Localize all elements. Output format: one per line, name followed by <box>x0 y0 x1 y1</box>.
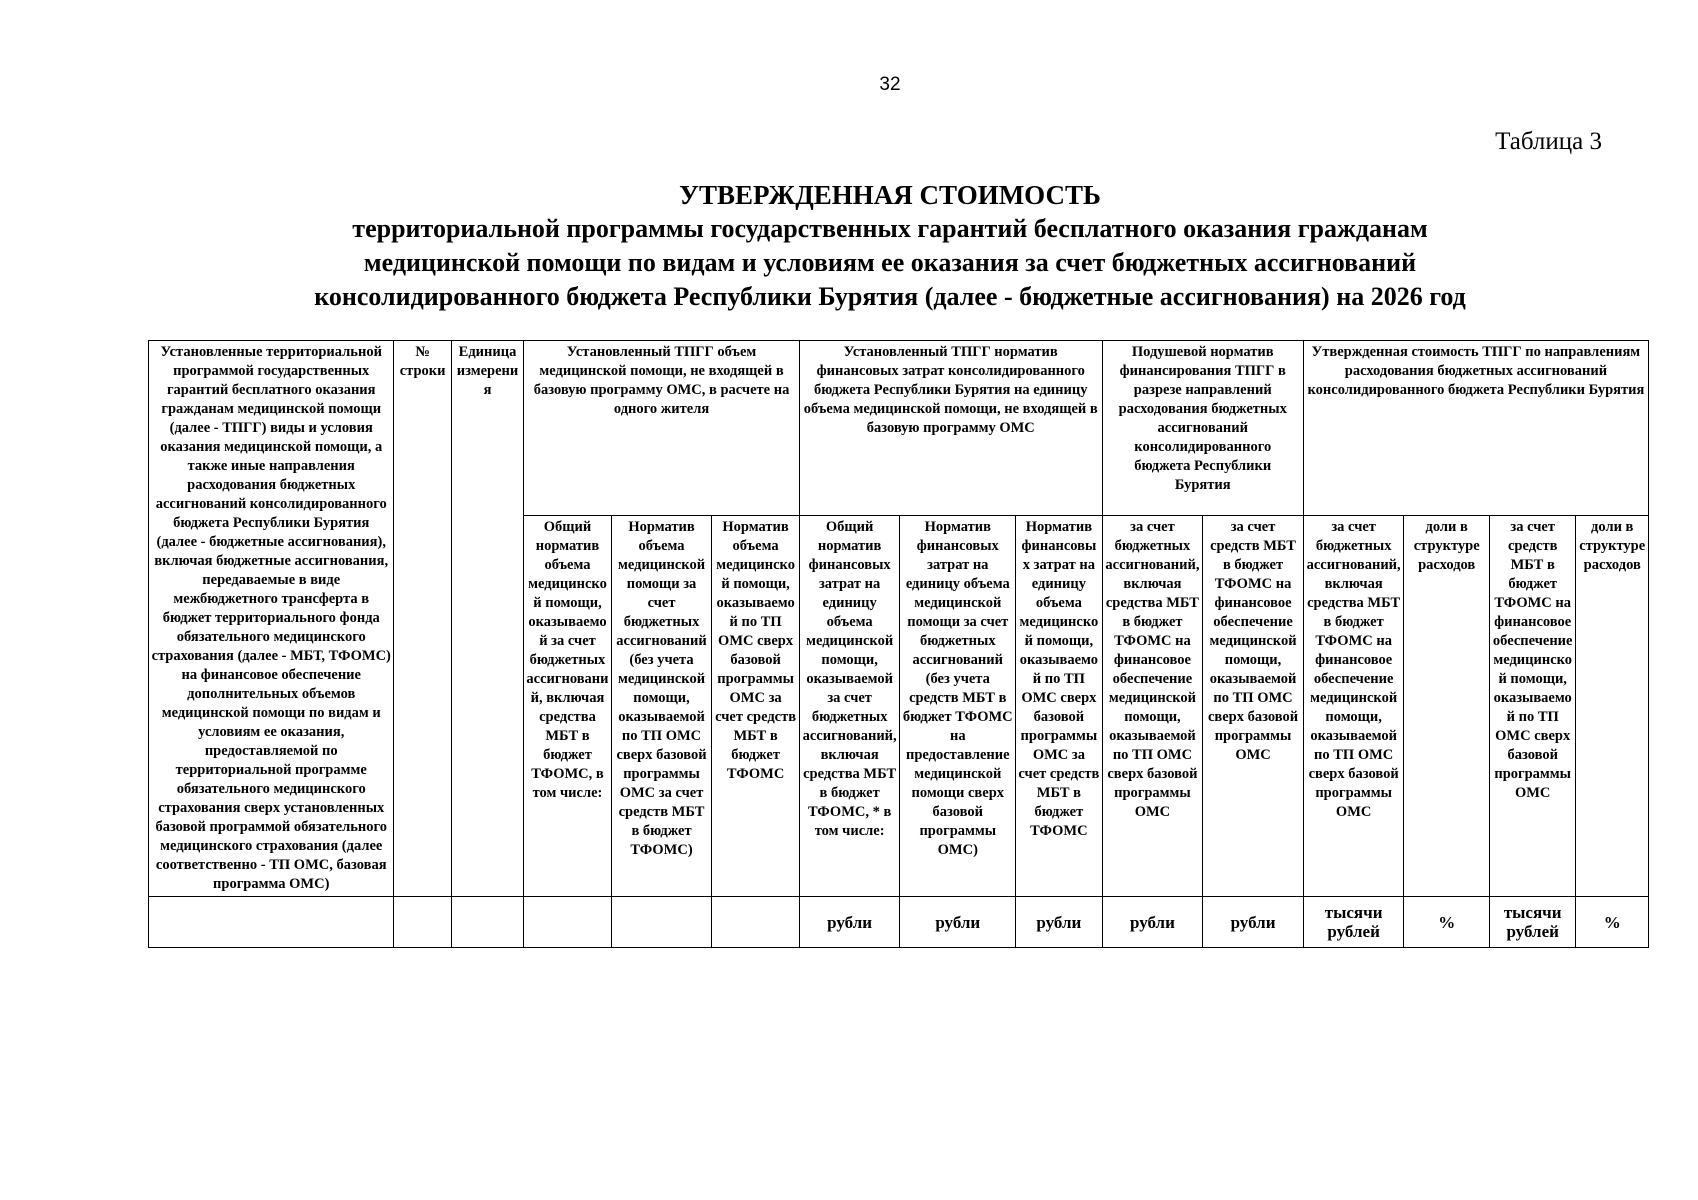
sub-header-3: Норматив объема медицинской помощи, оказываемой по ТП ОМС сверх базовой программы ОМС за счет средств МБТ в бюджет ТФОМС <box>712 516 800 897</box>
unit-cell <box>611 897 712 948</box>
sub-header-12: доли в структуре расходов <box>1576 516 1649 897</box>
header-row-1 <box>149 341 1649 516</box>
sub-header-9: за счет бюджетных ассигнований, включая средства МБТ в бюджет ТФОМС на финансовое обеспечение медицинской помощи, оказываемой по ТП ОМС сверх базовой программы ОМС <box>1303 516 1404 897</box>
unit-cell: тысячи рублей <box>1303 897 1404 948</box>
title-line-3: медицинской помощи по видам и условиям ее оказания за счет бюджетных ассигнований <box>363 248 1417 277</box>
header-cost-norm-group: Установленный ТПГГ норматив финансовых затрат консолидированного бюджета Республики Бурятия на единицу объема медицинской помощи, не входящей в базовую программу ОМС <box>799 341 1102 516</box>
header-services: Установленные территориальной программой государственных гарантий бесплатного оказания гражданам медицинской помощи (далее - ТПГГ) виды и условия оказания медицинской помощи, а также иные направления расходования бюджетных ассигнований консолидированного бюджета Республики Бурятия (далее - бюджетные ассигнования), включая бюджетные ассигнования, передаваемые в виде межбюджетного трансферта в бюджет территориального фонда обязательного медицинского страхования (далее - МБТ, ТФОМС) на финансовое обеспечение дополнительных объемов медицинской помощи по видам и условиям ее оказания, предоставляемой по территориальной программе обязательного медицинского страхования сверх установленных базовой программой обязательного медицинского страхования (далее соответственно - ТП ОМС, базовая программа ОМС) <box>149 341 394 897</box>
sub-header-4: Общий норматив финансовых затрат на единицу объема медицинской помощи, оказываемой за счет бюджетных ассигнований, включая средства МБТ в бюджет ТФОМС, * в том числе: <box>799 516 900 897</box>
unit-cell: рубли <box>1016 897 1103 948</box>
cost-table <box>148 340 1649 948</box>
sub-header-6: Норматив финансовых затрат на единицу объема медицинской помощи, оказываемой по ТП ОМС сверх базовой программы ОМС за счет средств МБТ в бюджет ТФОМС <box>1016 516 1103 897</box>
sub-header-5: Норматив финансовых затрат на единицу объема медицинской помощи за счет бюджетных ассигнований (без учета средств МБТ в бюджет ТФОМС на предоставление медицинской помощи сверх базовой программы ОМС) <box>900 516 1016 897</box>
unit-cell: тысячи рублей <box>1489 897 1576 948</box>
header-unit: Единица измерения <box>451 341 523 897</box>
unit-cell <box>394 897 451 948</box>
unit-cell: % <box>1576 897 1649 948</box>
unit-cell <box>712 897 800 948</box>
sub-header-11: за счет средств МБТ в бюджет ТФОМС на финансовое обеспечение медицинской помощи, оказываемой по ТП ОМС сверх базовой программы ОМС <box>1489 516 1576 897</box>
unit-cell: рубли <box>799 897 900 948</box>
sub-header-8: за счет средств МБТ в бюджет ТФОМС на финансовое обеспечение медицинской помощи, оказываемой по ТП ОМС сверх базовой программы ОМС <box>1203 516 1304 897</box>
unit-cell: рубли <box>1203 897 1304 948</box>
document-title <box>0 178 1698 314</box>
table-label: Таблица 3 <box>1495 128 1602 155</box>
units-row <box>149 897 1649 948</box>
header-approved-cost-group: Утвержденная стоимость ТПГГ по направлениям расходования бюджетных ассигнований консолидированного бюджета Республики Бурятия <box>1303 341 1648 516</box>
sub-header-1: Общий норматив объема медицинской помощи, оказываемой за счет бюджетных ассигнований, включая средства МБТ в бюджет ТФОМС, в том числе: <box>524 516 612 897</box>
unit-cell <box>149 897 394 948</box>
unit-cell: рубли <box>900 897 1016 948</box>
sub-header-7: за счет бюджетных ассигнований, включая средства МБТ в бюджет ТФОМС на финансовое обеспечение медицинской помощи, оказываемой по ТП ОМС сверх базовой программы ОМС <box>1102 516 1203 897</box>
title-line-4: консолидированного бюджета Республики Бурятия (далее - бюджетные ассигнования) на 2026 год <box>314 282 1466 311</box>
sub-header-10: доли в структуре расходов <box>1404 516 1490 897</box>
title-line-2: территориальной программы государственных гарантий бесплатного оказания гражданам <box>352 214 1428 243</box>
header-row-number: № строки <box>394 341 451 897</box>
unit-cell <box>524 897 612 948</box>
title-line-1: УТВЕРЖДЕННАЯ СТОИМОСТЬ <box>679 180 1101 210</box>
header-per-capita-group: Подушевой норматив финансирования ТПГГ в разрезе направлений расходования бюджетных ассигнований консолидированного бюджета Республики Бурятия <box>1102 341 1303 516</box>
sub-header-2: Норматив объема медицинской помощи за счет бюджетных ассигнований (без учета медицинской помощи, оказываемой по ТП ОМС сверх базовой программы ОМС за счет средств МБТ в бюджет ТФОМС) <box>611 516 712 897</box>
unit-cell: % <box>1404 897 1490 948</box>
unit-cell <box>451 897 523 948</box>
unit-cell: рубли <box>1102 897 1203 948</box>
page-number: 32 <box>879 74 901 95</box>
header-volume-group: Установленный ТПГГ объем медицинской помощи, не входящей в базовую программу ОМС, в расчете на одного жителя <box>524 341 800 516</box>
